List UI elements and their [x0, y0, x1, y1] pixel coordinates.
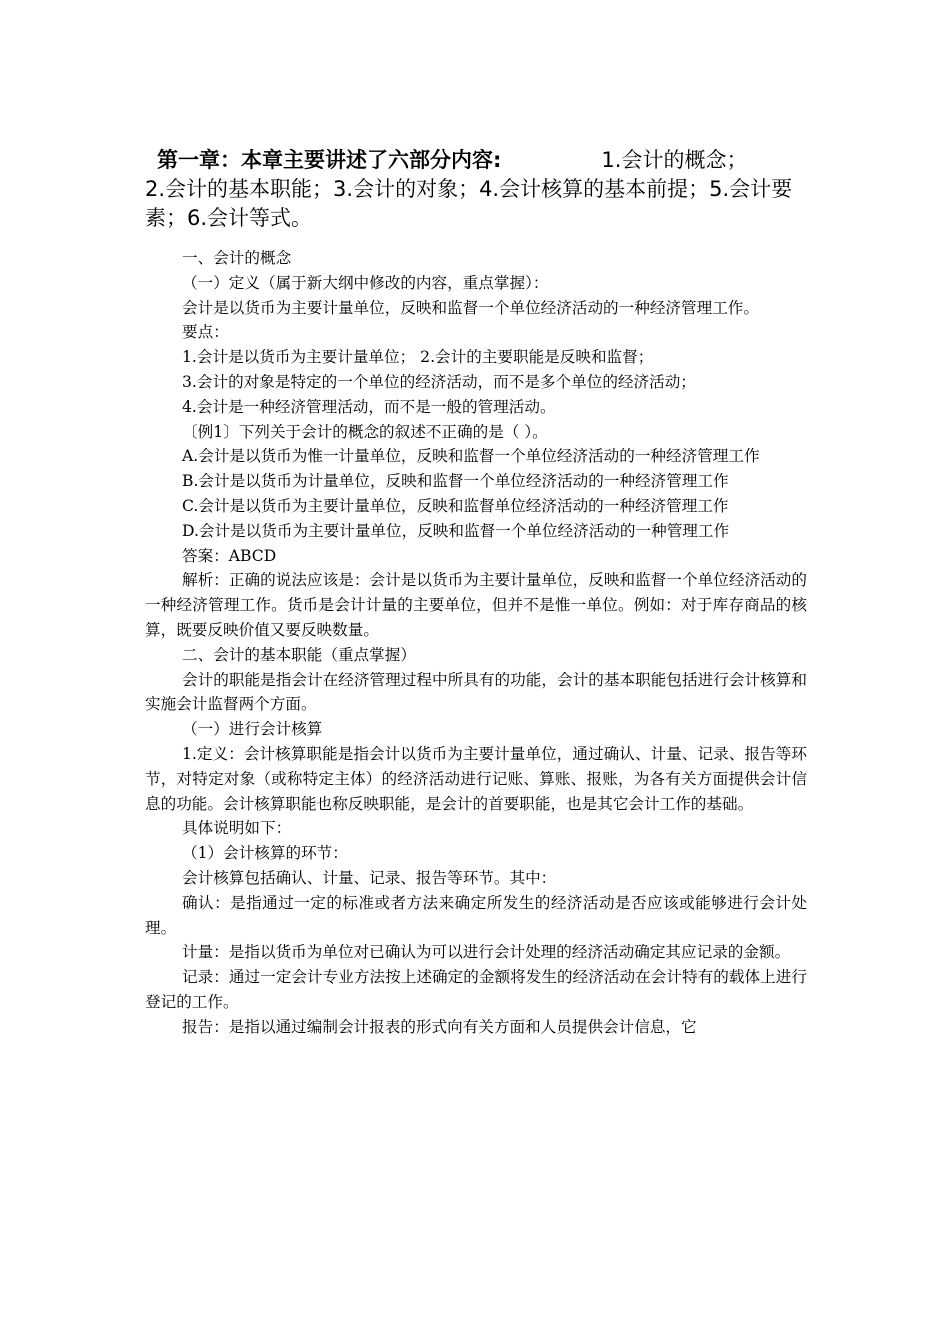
explanation: 解析：正确的说法应该是：会计是以货币为主要计量单位，反映和监督一个单位经济活动的一种经济管理工作。货币是会计计量的主要单位，但并不是惟一单位。例如：对于库存商品的核算，既要反映价值又要反映数量。: [145, 571, 807, 639]
paragraph: 报告：是指以通过编制会计报表的形式向有关方面和人员提供会计信息，它: [182, 1017, 697, 1036]
section-title: 二、会计的基本职能（重点掌握）: [182, 645, 416, 664]
paragraph: 1.定义：会计核算职能是指会计以货币为主要计量单位，通过确认、计量、记录、报告等环节，对特定对象（或称特定主体）的经济活动进行记账、算账、报账，为各有关方面提供会计信息的功能。会计核算职能也称反映职能，是会计的首要职能，也是其它会计工作的基础。: [145, 744, 807, 813]
chapter-heading: [145, 146, 820, 233]
paragraph: 记录：通过一定会计专业方法按上述确定的金额将发生的经济活动在会计特有的载体上进行登记的工作。: [145, 968, 807, 1011]
paragraph: （1）会计核算的环节：: [182, 844, 348, 863]
answer-option: A.会计是以货币为惟一计量单位，反映和监督一个单位经济活动的一种经济管理工作: [182, 447, 760, 466]
paragraph: 确认：是指通过一定的标准或者方法来确定所发生的经济活动是否应该或能够进行会计处理。: [145, 893, 807, 937]
chapter-title: 第一章：本章主要讲述了六部分内容:: [157, 148, 502, 172]
paragraph: 具体说明如下：: [182, 819, 292, 838]
answer-option: B.会计是以货币为计量单位，反映和监督一个单位经济活动的一种经济管理工作: [182, 472, 729, 491]
paragraph: 会计核算包括确认、计量、记录、报告等环节。其中：: [182, 868, 557, 887]
subsection-title: （一）进行会计核算: [182, 720, 323, 739]
chapter-items-rest: 2.会计的基本职能；3.会计的对象；4.会计核算的基本前提；5.会计要素；6.会计等式。: [145, 177, 793, 230]
paragraph: 计量：是指以货币为单位对已确认为可以进行会计处理的经济活动确定其应记录的金额。: [182, 943, 791, 962]
subsection-title: （一）定义（属于新大纲中修改的内容，重点掌握）：: [182, 273, 549, 292]
example-question: 〔例1〕下列关于会计的概念的叙述不正确的是（ ）。: [182, 422, 548, 441]
key-point: 1.会计是以货币为主要计量单位； 2.会计的主要职能是反映和监督；: [182, 348, 654, 367]
chapter-item-1: 1.会计的概念；: [601, 148, 748, 172]
document-body: [145, 246, 807, 1040]
answer-option: C.会计是以货币为主要计量单位，反映和监督单位经济活动的一种经济管理工作: [182, 496, 729, 515]
key-point: 4.会计是一种经济管理活动，而不是一般的管理活动。: [182, 397, 556, 416]
section-title: 一、会计的概念: [182, 249, 292, 267]
paragraph: 要点：: [182, 323, 229, 342]
key-point: 3.会计的对象是特定的一个单位的经济活动，而不是多个单位的经济活动；: [182, 372, 696, 391]
paragraph: 会计的职能是指会计在经济管理过程中所具有的功能，会计的基本职能包括进行会计核算和实施会计监督两个方面。: [145, 670, 807, 714]
paragraph: 会计是以货币为主要计量单位，反映和监督一个单位经济活动的一种经济管理工作。: [182, 298, 759, 317]
answer: 答案：ABCD: [182, 546, 277, 565]
answer-option: D.会计是以货币为主要计量单位，反映和监督一个单位经济活动的一种管理工作: [182, 521, 730, 540]
